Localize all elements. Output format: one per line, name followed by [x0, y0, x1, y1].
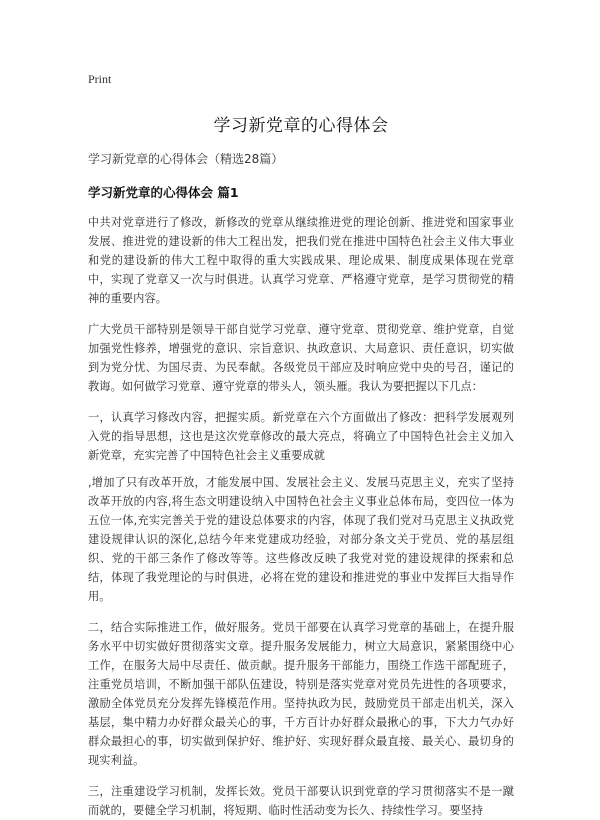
paragraph-4: ,增加了只有改革开放，才能发展中国、发展社会主义、发展马克思主义，充实了坚持改革开放的内容,将生态文明建设纳入中国特色社会主义事业总体布局，变四位一体为五位一体,充实完善关于党的建设总体要求的内容，体现了我们党对马克思主义执政党建设规律认识的深化,总结今年来党建成功经验，对部分条文关于党员、党的基层组织、党的干部三条作了修改等等。这些修改反映了我党对党的建设规律的探索和总结，体现了我党理论的与时俱进，必将在党的建设和推进党的事业中发挥巨大指导作用。 — [88, 476, 514, 603]
paragraph-3: 一，认真学习修改内容，把握实质。新党章在六个方面做出了修改：把科学发展观列入党的指导思想，这也是这次党章修改的最大亮点，将确立了中国特色社会主义加入新党章，充实完善了中国特色社会主义重要成就 — [88, 411, 514, 462]
print-link[interactable]: Print — [88, 72, 112, 86]
paragraph-5: 二，结合实际推进工作，做好服务。党员干部要在认真学习党章的基础上，在提升服务水平中切实做好贯彻落实文章。提升服务发展能力，树立大局意识，紧紧围绕中心工作，在服务大局中尽责任、做贡献。提升服务干部能力，围绕工作选干部配班子，注重党员培训，不断加强干部队伍建设，特别是落实党章对党员先进性的各项要求，激励全体党员充分发挥先锋模范作用。坚持执政为民，鼓励党员干部走出机关，深入基层，集中精力办好群众最关心的事，千方百计办好群众最揪心的事，下大力气办好群众最担心的事，切实做到保护好、维护好、实现好群众最直接、最关心、最切身的现实利益。 — [88, 621, 514, 767]
paragraph-1: 中共对党章进行了修改，新修改的党章从继续推进党的理论创新、推进党和国家事业发展、推进党的建设新的伟大工程出发，把我们党在推进中国特色社会主义伟大事业和党的建设新的伟大工程中取得的重大实践成果、理论成果、制度成果体现在党章中，实现了党章又一次与时俱进。认真学习党章、严格遵守党章，是学习贯彻党的精神的重要内容。 — [88, 216, 514, 305]
page-title: 学习新党章的心得体会 — [213, 116, 389, 136]
paragraph-6: 三，注重建设学习机制，发挥长效。党员干部要认识到党章的学习贯彻落实不是一蹴而就的，要健全学习机制，将短期、临时性活动变为长久、持续性学习。要坚持 — [88, 785, 514, 817]
section-heading: 学习新党章的心得体会 篇1 — [88, 185, 239, 200]
document-subtitle: 学习新党章的心得体会（精选28篇） — [88, 152, 284, 166]
paragraph-2: 广大党员干部特别是领导干部自觉学习党章、遵守党章、贯彻党章、维护党章，自觉加强党性修养，增强党的意识、宗旨意识、执政意识、大局意识、责任意识，切实做到为党分忧、为国尽责、为民奉献。各级党员干部应及时响应党中央的号召，谨记的教诲。如何做学习党章、遵守党章的带头人，领头雁。我认为要把握以下几点： — [88, 323, 514, 393]
